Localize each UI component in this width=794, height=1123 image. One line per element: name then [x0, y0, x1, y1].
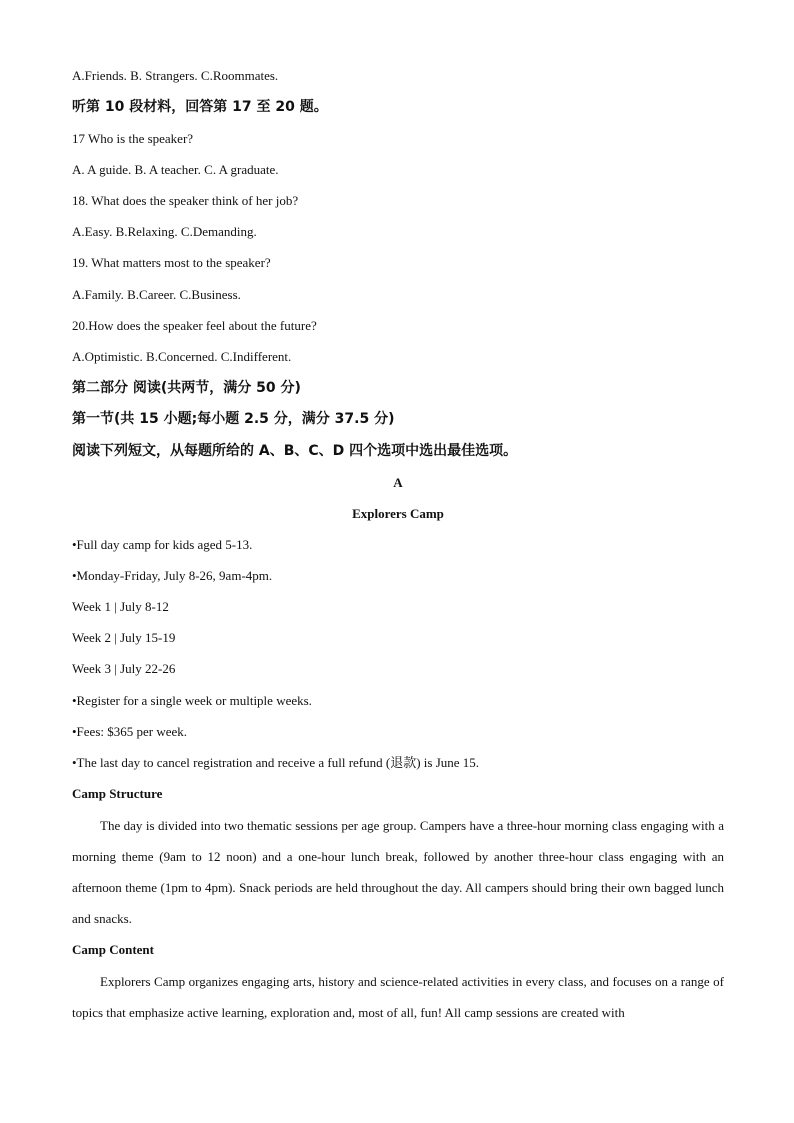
q18-question: 18. What does the speaker think of her job? — [72, 193, 299, 208]
bullet-fees: •Fees: $365 per week. — [72, 724, 188, 739]
content-heading: Camp Content — [72, 942, 154, 957]
q20-question: 20.How does the speaker feel about the future? — [72, 318, 317, 333]
week-1: Week 1 | July 8-12 — [72, 599, 169, 614]
structure-heading: Camp Structure — [72, 786, 163, 801]
week-3: Week 3 | July 22-26 — [72, 661, 176, 676]
week-2: Week 2 | July 15-19 — [72, 630, 176, 645]
bullet-schedule: •Monday-Friday, July 8-26, 9am-4pm. — [72, 568, 273, 583]
bullet-register: •Register for a single week or multiple weeks. — [72, 693, 312, 708]
reading-instruction: 阅读下列短文，从每题所给的 A、B、C、D 四个选项中选出最佳选项。 — [72, 443, 518, 459]
structure-paragraph: The day is divided into two thematic sessions per age group. Campers have a three-hour morning class engaging with a morning theme (9am to 12 noon) and a one-hour lunch break, followed by another three-hour class engaging with an afternoon theme (1pm to 4pm). Snack periods are held throughout the day. All campers should bring their own bagged lunch and snacks. — [72, 818, 724, 926]
q19-options: A.Family. B.Career. C.Business. — [72, 287, 241, 302]
section1-title: 第一节(共 15 小题;每小题 2.5 分，满分 37.5 分) — [72, 411, 395, 427]
q20-options: A.Optimistic. B.Concerned. C.Indifferent. — [72, 349, 292, 364]
q18-options: A.Easy. B.Relaxing. C.Demanding. — [72, 224, 257, 239]
q17-question: 17 Who is the speaker? — [72, 131, 194, 146]
section10-instruction: 听第 10 段材料，回答第 17 至 20 题。 — [72, 99, 328, 115]
q16-options: A.Friends. B. Strangers. C.Roommates. — [72, 68, 279, 83]
content-paragraph: Explorers Camp organizes engaging arts, history and science-related activities in every class, and focuses on a range of topics that emphasize active learning, exploration and, most of all, fun! All camp sessions are created with — [72, 974, 724, 1020]
passage-letter: A — [393, 475, 403, 490]
part2-title: 第二部分 阅读(共两节，满分 50 分) — [72, 380, 301, 396]
q19-question: 19. What matters most to the speaker? — [72, 255, 271, 270]
passage-title: Explorers Camp — [352, 506, 444, 521]
bullet-age: •Full day camp for kids aged 5-13. — [72, 537, 253, 552]
q17-options: A. A guide. B. A teacher. C. A graduate. — [72, 162, 279, 177]
bullet-refund: •The last day to cancel registration and receive a full refund (退款) is June 15. — [72, 755, 480, 770]
